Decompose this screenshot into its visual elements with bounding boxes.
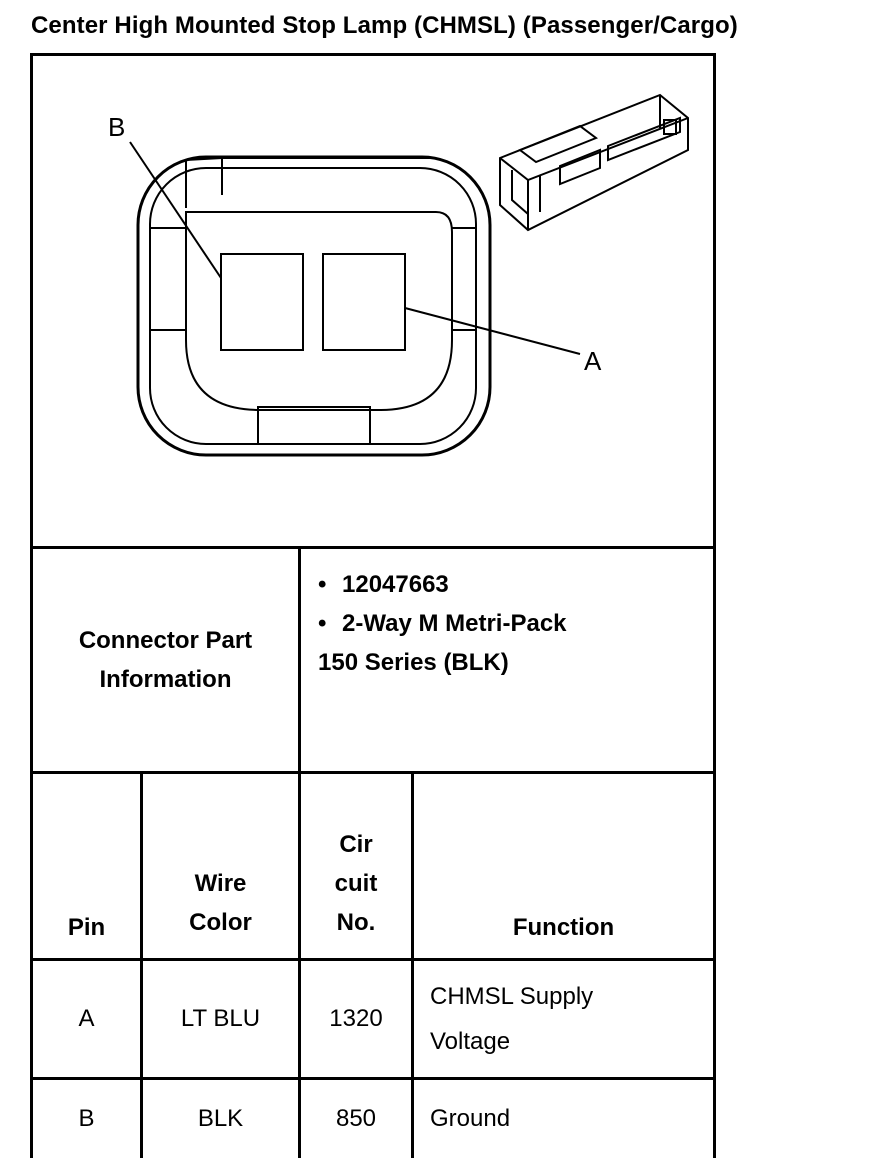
page-title: Center High Mounted Stop Lamp (CHMSL) (Passenger/Cargo) xyxy=(31,12,738,39)
row-a-function: CHMSL Supply Voltage xyxy=(430,983,594,1055)
row-a-wire-color: LT BLU xyxy=(180,1005,261,1032)
header-wire-color: Wire Color xyxy=(189,870,252,936)
connector-part-label-line1: Connector Part xyxy=(78,627,253,654)
connector-type: 2-Way M Metri-Pack xyxy=(342,610,567,637)
connector-part-label-line2: Information xyxy=(99,666,232,693)
list-item xyxy=(304,565,704,604)
header-circuit-no: Cir cuit No. xyxy=(334,831,378,936)
list-item xyxy=(304,604,704,643)
connector-series: 150 Series (BLK) xyxy=(318,649,509,676)
header-pin: Pin xyxy=(67,914,106,941)
row-a-circuit: 1320 xyxy=(329,1005,383,1032)
row-b-wire-color: BLK xyxy=(197,1105,244,1132)
connector-part-label xyxy=(33,549,298,771)
connector-part-number: 12047663 xyxy=(342,571,449,598)
row-b-function: Ground xyxy=(430,1105,511,1132)
row-a-pin: A xyxy=(78,1005,95,1032)
header-function: Function xyxy=(512,914,615,941)
pin-b-label: B xyxy=(108,112,126,142)
pin-a-label: A xyxy=(584,346,602,376)
bullet-icon: • xyxy=(318,610,327,637)
connector-part-details xyxy=(304,565,704,682)
row-b-circuit: 850 xyxy=(335,1105,377,1132)
row-b-pin: B xyxy=(78,1105,95,1132)
bullet-icon: • xyxy=(318,571,327,598)
